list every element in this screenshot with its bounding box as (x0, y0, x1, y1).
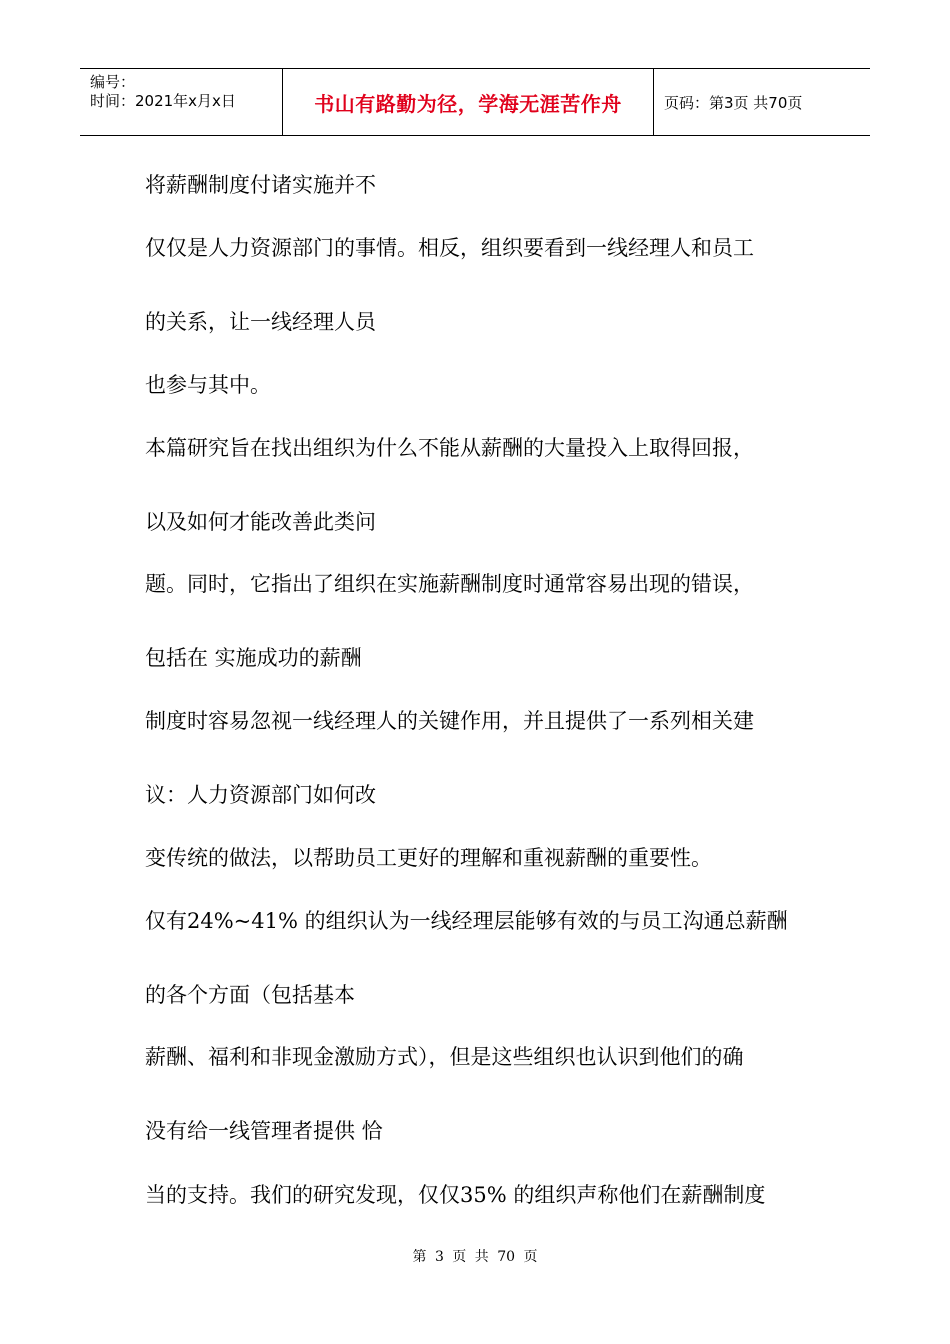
document-number-label: 编号： (90, 73, 136, 91)
body-paragraph: 仅仅是人力资源部门的事情。相反，组织要看到一线经理人和员工 (145, 236, 754, 260)
body-paragraph: 议：人力资源部门如何改 (145, 783, 376, 807)
page-header (80, 68, 870, 136)
body-paragraph: 没有给一线管理者提供 恰 (145, 1119, 383, 1143)
page-footer: 第 3 页 共 70 页 (412, 1249, 538, 1265)
body-paragraph: 的关系，让一线经理人员 (145, 310, 376, 334)
body-paragraph: 薪酬、福利和非现金激励方式），但是这些组织也认识到他们的确 (145, 1045, 744, 1069)
header-motto: 书山有路勤为径，学海无涯苦作舟 (282, 69, 654, 135)
header-meta-cell (80, 69, 282, 135)
body-paragraph: 包括在 实施成功的薪酬 (145, 646, 362, 670)
body-paragraph: 当的支持。我们的研究发现，仅仅35% 的组织声称他们在薪酬制度 (145, 1183, 766, 1207)
body-paragraph: 本篇研究旨在找出组织为什么不能从薪酬的大量投入上取得回报， (145, 436, 754, 460)
header-page-info: 页码：第3页 共70页 (664, 93, 803, 112)
body-paragraph: 的各个方面（包括基本 (145, 983, 355, 1007)
body-paragraph: 将薪酬制度付诸实施并不 (145, 173, 376, 197)
body-paragraph: 仅有24%~41% 的组织认为一线经理层能够有效的与员工沟通总薪酬 (145, 909, 788, 933)
body-paragraph: 题。同时，它指出了组织在实施薪酬制度时通常容易出现的错误， (145, 572, 754, 596)
body-paragraph: 制度时容易忽视一线经理人的关键作用，并且提供了一系列相关建 (145, 709, 754, 733)
body-paragraph: 也参与其中。 (145, 373, 271, 397)
document-date-label: 时间：2021年x月x日 (90, 92, 236, 110)
body-paragraph: 以及如何才能改善此类问 (145, 510, 376, 534)
body-paragraph: 变传统的做法，以帮助员工更好的理解和重视薪酬的重要性。 (145, 846, 712, 870)
